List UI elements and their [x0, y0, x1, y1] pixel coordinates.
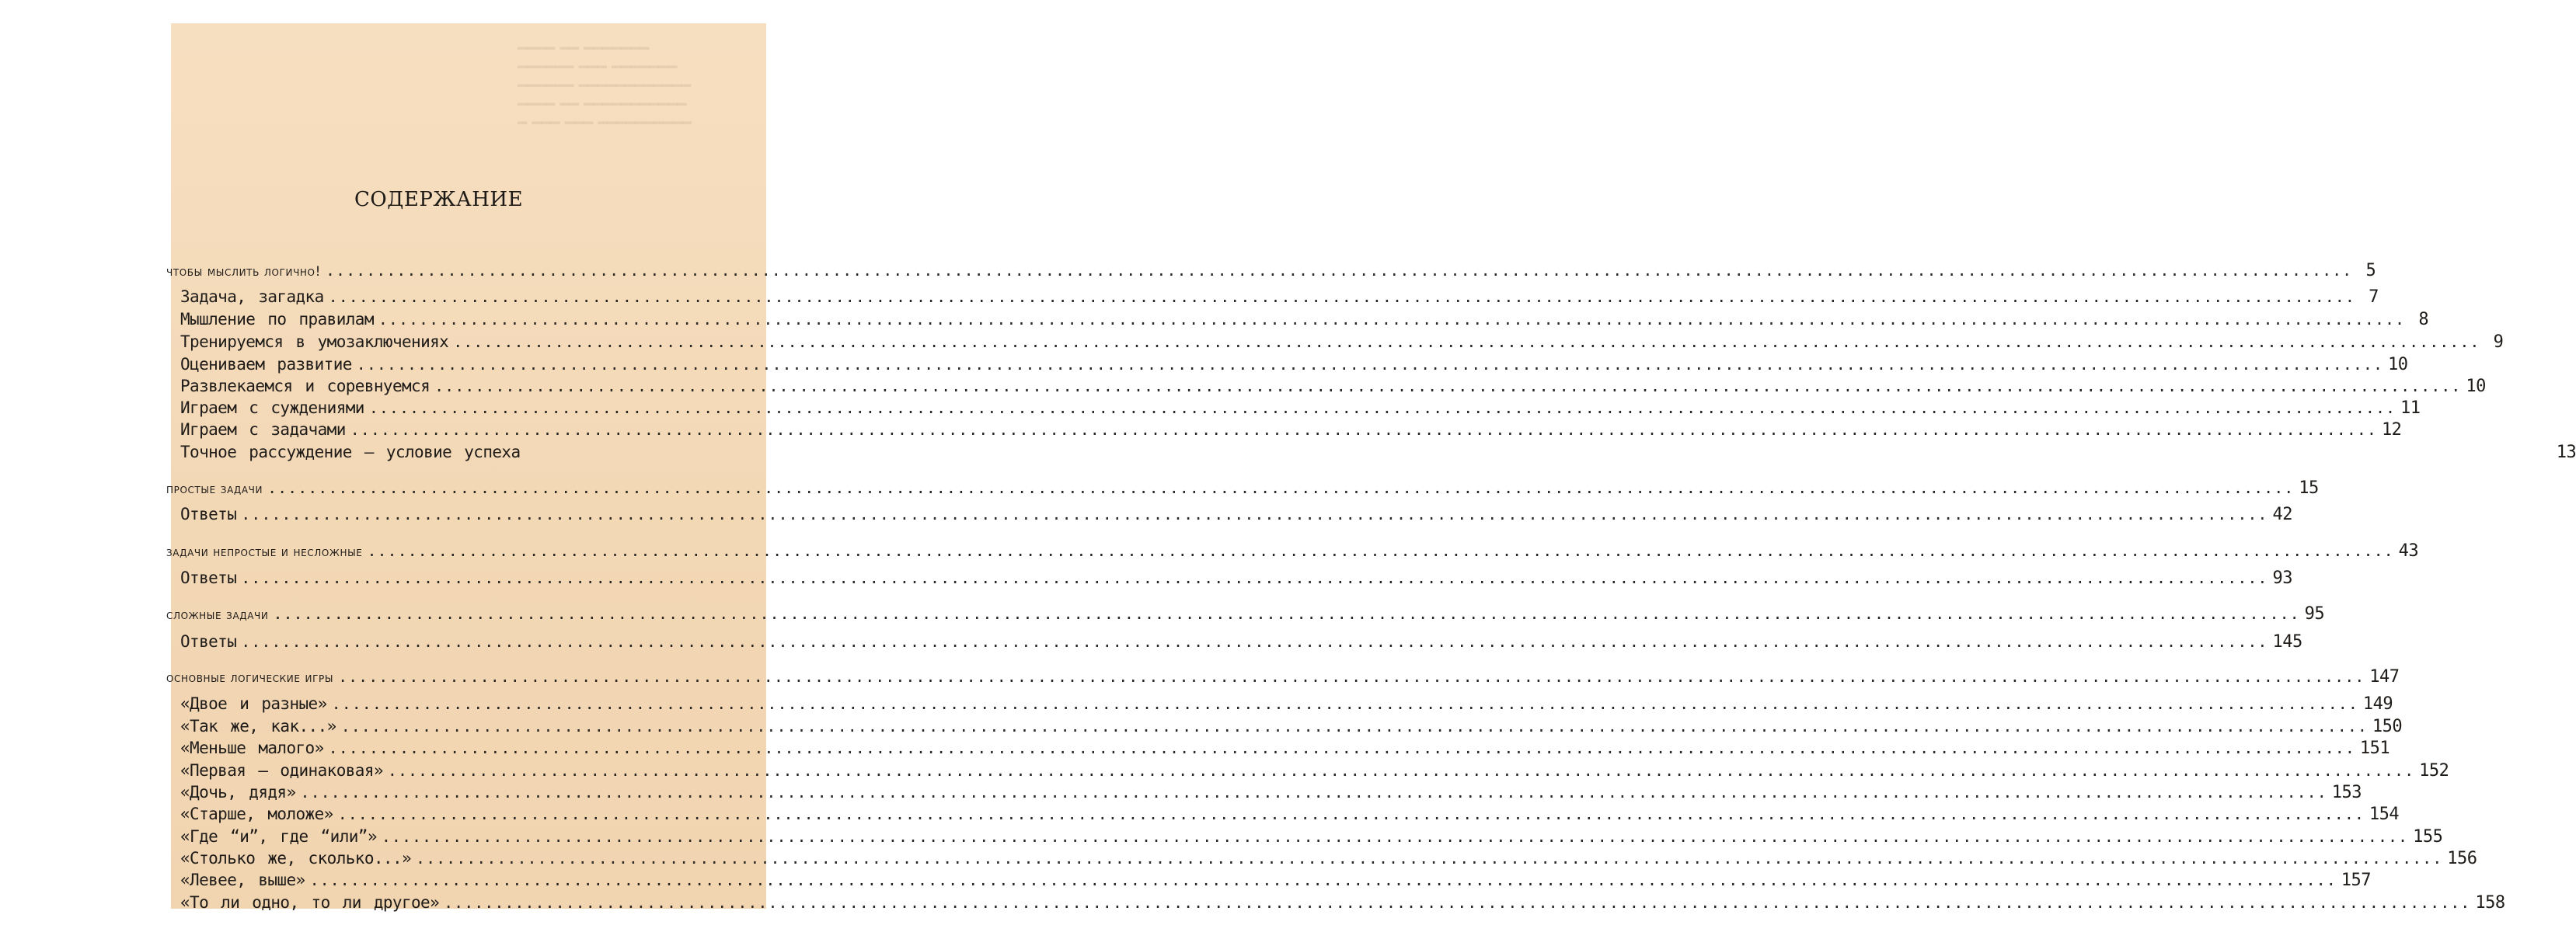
leader-dots: ........................................................................................................................................................................................................: [350, 420, 2377, 439]
toc-entry-label: «Левее, выше»: [180, 871, 305, 889]
toc-section-title: сложные задачи: [166, 607, 269, 623]
toc-entry-label: «Двое и разные»: [180, 694, 327, 713]
toc-section-4[interactable]: [166, 667, 2400, 687]
toc-entry-label: Ответы: [180, 632, 237, 651]
toc-page-number: 147: [2369, 667, 2400, 687]
toc-section-title: основные логические игры: [166, 670, 334, 686]
leader-dots: ........................................................................................................................................................................................................: [241, 505, 2268, 523]
toc-entry[interactable]: [180, 505, 2292, 525]
toc-entry[interactable]: [180, 827, 2443, 847]
toc-page-number: 153: [2331, 783, 2362, 802]
toc-entry-label: «То ли одно, то ли другое»: [180, 893, 440, 912]
toc-section-3[interactable]: [166, 604, 2325, 624]
leader-dots: ........................................................................................................................................................................................................: [416, 849, 2443, 868]
toc-entry[interactable]: [180, 377, 2486, 397]
leader-dots: ........................................................................................................................................................................................................: [309, 871, 2337, 889]
toc-entry[interactable]: [180, 355, 2408, 375]
toc-entry-label: «Столько же, сколько...»: [180, 849, 412, 868]
toc-page-number: 5: [2365, 261, 2376, 280]
toc-page-number: 9: [2493, 332, 2504, 352]
toc-page-number: 149: [2362, 694, 2393, 714]
leader-dots: ........................................................................................................................................................................................................: [328, 287, 2355, 306]
toc-page-number: 12: [2381, 420, 2402, 440]
toc-entry[interactable]: [180, 849, 2477, 869]
toc-section-title: простые задачи: [166, 482, 263, 497]
toc-entry[interactable]: [180, 694, 2393, 715]
toc-entry-label: Точное рассуждение — условие успеха: [180, 443, 521, 461]
toc-entry[interactable]: [180, 893, 2505, 913]
toc-entry[interactable]: [180, 398, 2421, 419]
leader-dots: ........................................................................................................................................................................................................: [367, 541, 2394, 560]
toc-section-title: чтобы мыслить логично!: [166, 264, 321, 280]
toc-page-number: 145: [2272, 632, 2302, 652]
leader-dots: ........................................................................................................................................................................................................: [331, 694, 2358, 713]
toc-entry-label: Тренируемся в умозаключениях: [180, 332, 449, 351]
toc-entry[interactable]: [180, 871, 2372, 891]
toc-entry-label: Ответы: [180, 505, 237, 523]
toc-entry[interactable]: [180, 761, 2449, 781]
toc-entry[interactable]: [180, 569, 2292, 589]
leader-dots: ........................................................................................................................................................................................................: [300, 783, 2327, 802]
leader-dots: ........................................................................................................................................................................................................: [267, 478, 2295, 497]
toc-entry[interactable]: [180, 310, 2429, 330]
toc-entry[interactable]: [180, 739, 2390, 759]
toc-entry-label: «Дочь, дядя»: [180, 783, 296, 802]
toc-section-title: задачи непростые и несложные: [166, 544, 363, 560]
toc-page-number: 13: [2556, 443, 2576, 462]
toc-page-number: 151: [2359, 739, 2390, 758]
toc-entry-label: Оцениваем развитие: [180, 355, 352, 374]
toc-page-number: 11: [2400, 398, 2421, 418]
leader-dots: ........................................................................................................................................................................................................: [434, 377, 2462, 395]
toc-entry-label: Задача, загадка: [180, 287, 324, 306]
toc-section-2[interactable]: [166, 541, 2419, 562]
toc-entry-label: Ответы: [180, 569, 237, 587]
toc-page-number: 10: [2387, 355, 2408, 374]
toc-entry-label: Развлекаемся и соревнуемся: [180, 377, 430, 395]
toc-page-number: 15: [2299, 478, 2319, 498]
leader-dots: ........................................................................................................................................................................................................: [273, 604, 2300, 623]
toc-page-number: 157: [2341, 871, 2372, 890]
toc-entry[interactable]: [180, 632, 2302, 652]
toc-entry[interactable]: [180, 805, 2400, 825]
toc-entry-label: Играем с задачами: [180, 420, 346, 439]
toc-entry-label: «Так же, как...»: [180, 717, 336, 736]
toc-entry[interactable]: [180, 332, 2504, 353]
toc-page-number: 154: [2369, 805, 2400, 824]
leader-dots: ........................................................................................................................................................................................................: [444, 893, 2471, 912]
toc-page-number: 155: [2413, 827, 2443, 847]
toc-entry[interactable]: [180, 443, 2576, 463]
leader-dots: ........................................................................................................................................................................................................: [387, 761, 2415, 780]
toc-entry-label: «Меньше малого»: [180, 739, 324, 757]
toc-page-number: 8: [2418, 310, 2429, 329]
toc-page-number: 152: [2419, 761, 2449, 781]
toc-entry[interactable]: [180, 420, 2402, 440]
toc-page-number: 7: [2369, 287, 2379, 307]
toc-entry-label: Играем с суждениями: [180, 398, 364, 417]
leader-dots: ........................................................................................................................................................................................................: [381, 827, 2409, 846]
book-page: [166, 23, 2576, 913]
leader-dots: ........................................................................................................................................................................................................: [241, 632, 2268, 651]
toc-entry[interactable]: [180, 717, 2403, 737]
toc-entry-label: Мышление по правилам: [180, 310, 374, 329]
toc-page-number: 93: [2272, 569, 2292, 588]
toc-page-number: 42: [2272, 505, 2292, 524]
leader-dots: ........................................................................................................................................................................................................: [340, 717, 2368, 736]
toc-entry[interactable]: [180, 287, 2379, 308]
toc-title: СОДЕРЖАНИЕ: [354, 188, 524, 211]
leader-dots: ........................................................................................................................................................................................................: [337, 805, 2365, 823]
toc-page-number: 43: [2398, 541, 2419, 561]
toc-page-number: 158: [2475, 893, 2505, 913]
leader-dots: ........................................................................................................................................................................................................: [378, 310, 2406, 329]
leader-dots: ........................................................................................................................................................................................................: [368, 398, 2396, 417]
show-through-text: ━━━━ ━━ ━━━━━━━ ━━━━━━ ━━━ ━━━━━━━ ━━━━━━ ━━━━━━━━━━━━ ━━━━ ━━ ━━━━━━━━━━━ ━ ━━━ ━━━ ━━━━━━━━━━: [518, 39, 692, 132]
leader-dots: ........................................................................................................................................................................................................: [326, 261, 2353, 280]
toc-page-number: 156: [2447, 849, 2477, 868]
toc-page-number: 10: [2466, 377, 2486, 396]
leader-dots: ........................................................................................................................................................................................................: [241, 569, 2268, 587]
toc-entry[interactable]: [180, 783, 2362, 803]
toc-entry-label: «Старше, моложе»: [180, 805, 333, 823]
leader-dots: ........................................................................................................................................................................................................: [338, 667, 2365, 686]
leader-dots: ........................................................................................................................................................................................................: [328, 739, 2355, 757]
toc-entry-label: «Где “и”, где “или”»: [180, 827, 377, 846]
leader-dots: ........................................................................................................................................................................................................: [356, 355, 2383, 374]
leader-dots: ........................................................................................................................................................................................................: [453, 332, 2480, 351]
toc-page-number: 95: [2304, 604, 2325, 624]
toc-section-0[interactable]: [166, 261, 2376, 281]
toc-entry-label: «Первая — одинаковая»: [180, 761, 383, 780]
toc-section-1[interactable]: [166, 478, 2319, 499]
toc-page-number: 150: [2372, 717, 2403, 736]
